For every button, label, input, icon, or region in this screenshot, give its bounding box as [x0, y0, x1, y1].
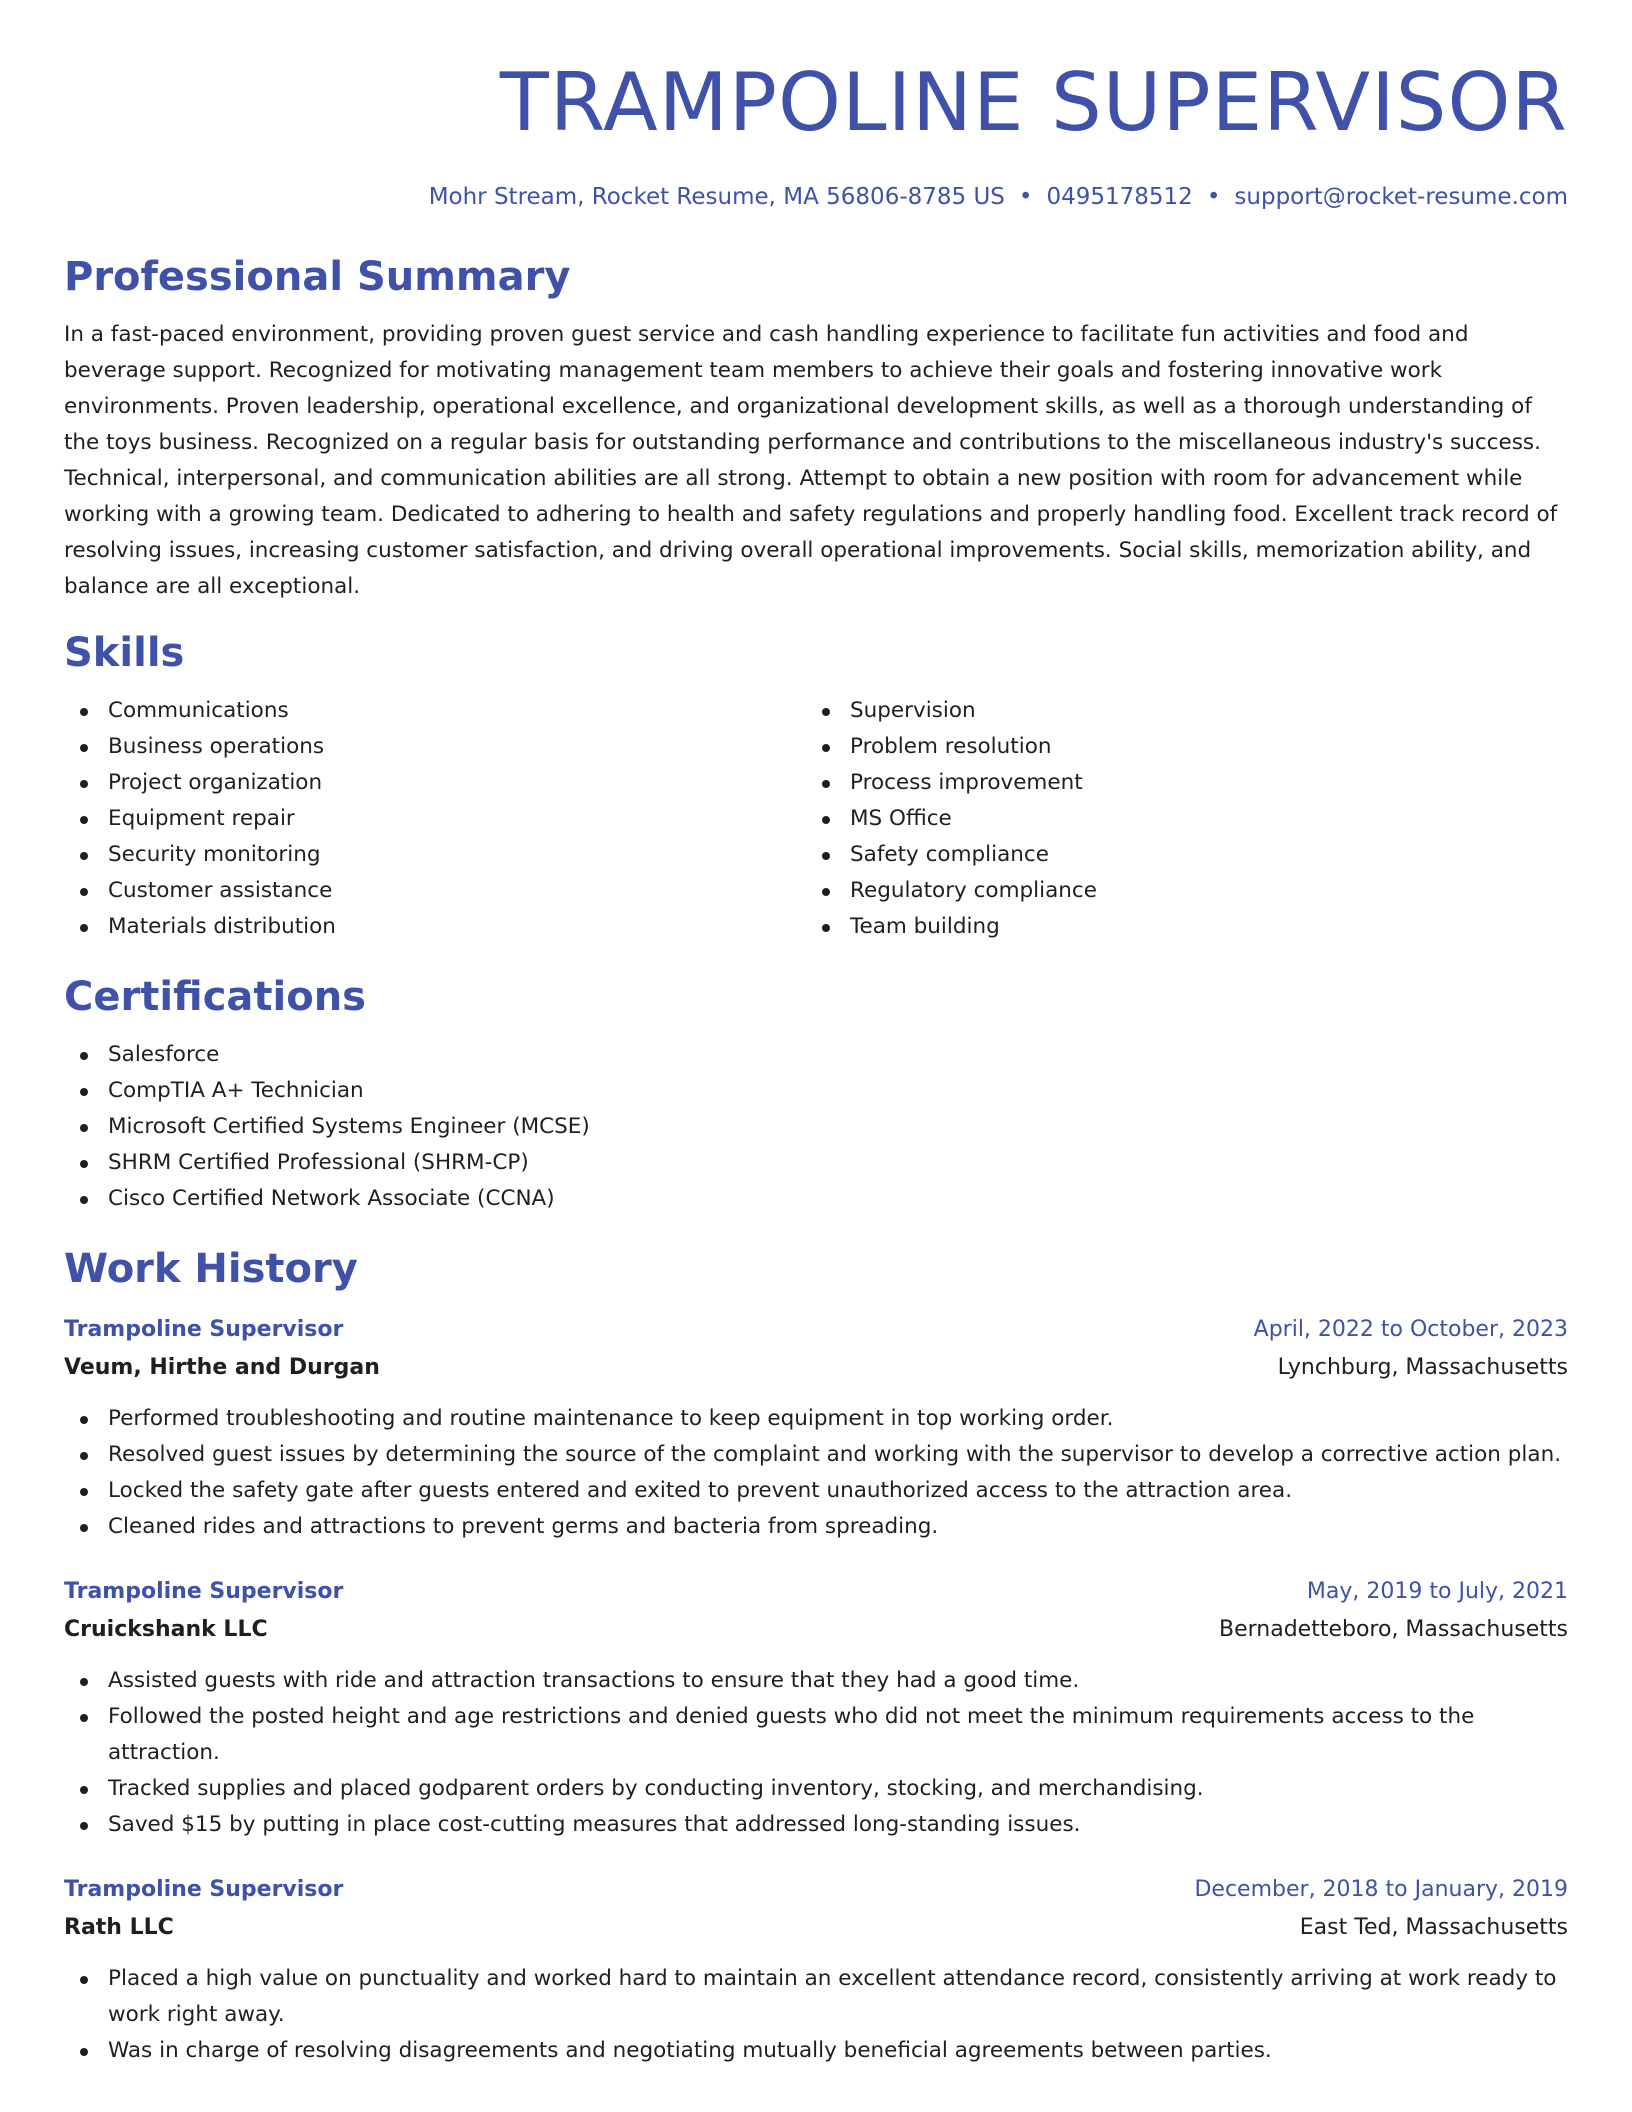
job-title: Trampoline Supervisor [64, 1579, 344, 1604]
skill-item: Security monitoring [64, 837, 806, 873]
job-company: Veum, Hirthe and Durgan [64, 1355, 380, 1380]
job-bullets [64, 1663, 1568, 1843]
job-dates: December, 2018 to January, 2019 [1194, 1877, 1568, 1902]
summary-text: In a fast-paced environment, providing proven guest service and cash handling experience to facilitate fun activities and food and beverage support. Recognized for motivating management team members to achieve their goals and fostering innovative work environments. Proven leadership, operational excellence, and organizational development skills, as well as a thorough understanding of the toys business. Recognized on a regular basis for outstanding performance and contributions to the miscellaneous industry's success. Technical, interpersonal, and communication abilities are all strong. Attempt to obtain a new position with room for advancement while working with a growing team. Dedicated to adhering to health and safety regulations and properly handling food. Excellent track record of resolving issues, increasing customer satisfaction, and driving overall operational improvements. Social skills, memorization ability, and balance are all exceptional. [64, 322, 1558, 599]
work-history-heading: Work History [64, 1246, 358, 1292]
candidate-name: TRAMPOLINE SUPERVISOR [499, 56, 1568, 149]
job-title: Trampoline Supervisor [64, 1317, 344, 1342]
job-entry [64, 1573, 1568, 1843]
job-bullet: Placed a high value on punctuality and worked hard to maintain an excellent attendance record, consistently arriving at work ready to work right away. [64, 1961, 1568, 2033]
job-bullet: Followed the posted height and age restrictions and denied guests who did not meet the minimum requirements access to the attraction. [64, 1699, 1568, 1771]
job-bullet: Was in charge of resolving disagreements and negotiating mutually beneficial agreements between parties. [64, 2033, 1568, 2069]
job-bullet: Resolved guest issues by determining the source of the complaint and working with the supervisor to develop a corrective action plan. [64, 1437, 1568, 1473]
skills-list-left [64, 693, 806, 945]
contact-line [64, 181, 1568, 213]
job-entry [64, 1311, 1568, 1545]
skills-list-right [806, 693, 1548, 945]
job-bullet: Cleaned rides and attractions to prevent germs and bacteria from spreading. [64, 1509, 1568, 1545]
job-dates: May, 2019 to July, 2021 [1306, 1579, 1568, 1604]
job-entry [64, 1871, 1568, 2069]
skill-item: Regulatory compliance [806, 873, 1548, 909]
skill-item: Business operations [64, 729, 806, 765]
summary-heading: Professional Summary [64, 254, 571, 300]
job-company-row [64, 1909, 1568, 1947]
skills-heading: Skills [64, 630, 185, 676]
certification-item: SHRM Certified Professional (SHRM-CP) [64, 1145, 1568, 1181]
contact-address: Mohr Stream, Rocket Resume, MA 56806-8785 US [428, 184, 1005, 210]
contact-email[interactable]: support@rocket-resume.com [1234, 184, 1568, 210]
skills-columns [64, 693, 1568, 945]
skill-item: Customer assistance [64, 873, 806, 909]
certifications-list [64, 1037, 1568, 1217]
skill-item: Communications [64, 693, 806, 729]
contact-phone: 0495178512 [1046, 184, 1193, 210]
resume-page [64, 0, 1568, 2069]
job-bullet: Saved $15 by putting in place cost-cutting measures that addressed long-standing issues. [64, 1807, 1568, 1843]
job-bullet: Locked the safety gate after guests entered and exited to prevent unauthorized access to the attraction area. [64, 1473, 1568, 1509]
certification-item: Microsoft Certified Systems Engineer (MCSE) [64, 1109, 1568, 1145]
job-header-row [64, 1573, 1568, 1611]
skill-item: MS Office [806, 801, 1548, 837]
certification-item: Salesforce [64, 1037, 1568, 1073]
skill-item: Equipment repair [64, 801, 806, 837]
skill-item: Supervision [806, 693, 1548, 729]
job-header-row [64, 1311, 1568, 1349]
job-company-row [64, 1349, 1568, 1387]
skill-item: Materials distribution [64, 909, 806, 945]
job-bullet: Performed troubleshooting and routine maintenance to keep equipment in top working order. [64, 1401, 1568, 1437]
job-location: Lynchburg, Massachusetts [1277, 1355, 1568, 1380]
job-dates: April, 2022 to October, 2023 [1253, 1317, 1568, 1342]
job-bullets [64, 1401, 1568, 1545]
job-bullets [64, 1961, 1568, 2069]
job-company-row [64, 1611, 1568, 1649]
job-company: Rath LLC [64, 1915, 174, 1940]
skill-item: Project organization [64, 765, 806, 801]
job-location: East Ted, Massachusetts [1299, 1915, 1568, 1940]
skill-item: Problem resolution [806, 729, 1548, 765]
job-title: Trampoline Supervisor [64, 1877, 344, 1902]
job-bullet: Tracked supplies and placed godparent orders by conducting inventory, stocking, and merchandising. [64, 1771, 1568, 1807]
job-company: Cruickshank LLC [64, 1617, 268, 1642]
skill-item: Team building [806, 909, 1548, 945]
job-bullet: Assisted guests with ride and attraction transactions to ensure that they had a good time. [64, 1663, 1568, 1699]
skill-item: Process improvement [806, 765, 1548, 801]
job-header-row [64, 1871, 1568, 1909]
skill-item: Safety compliance [806, 837, 1548, 873]
contact-separator: • [1018, 184, 1033, 210]
certifications-heading: Certifications [64, 974, 366, 1020]
certification-item: Cisco Certified Network Associate (CCNA) [64, 1181, 1568, 1217]
job-location: Bernadetteboro, Massachusetts [1219, 1617, 1568, 1642]
contact-separator: • [1206, 184, 1221, 210]
certification-item: CompTIA A+ Technician [64, 1073, 1568, 1109]
